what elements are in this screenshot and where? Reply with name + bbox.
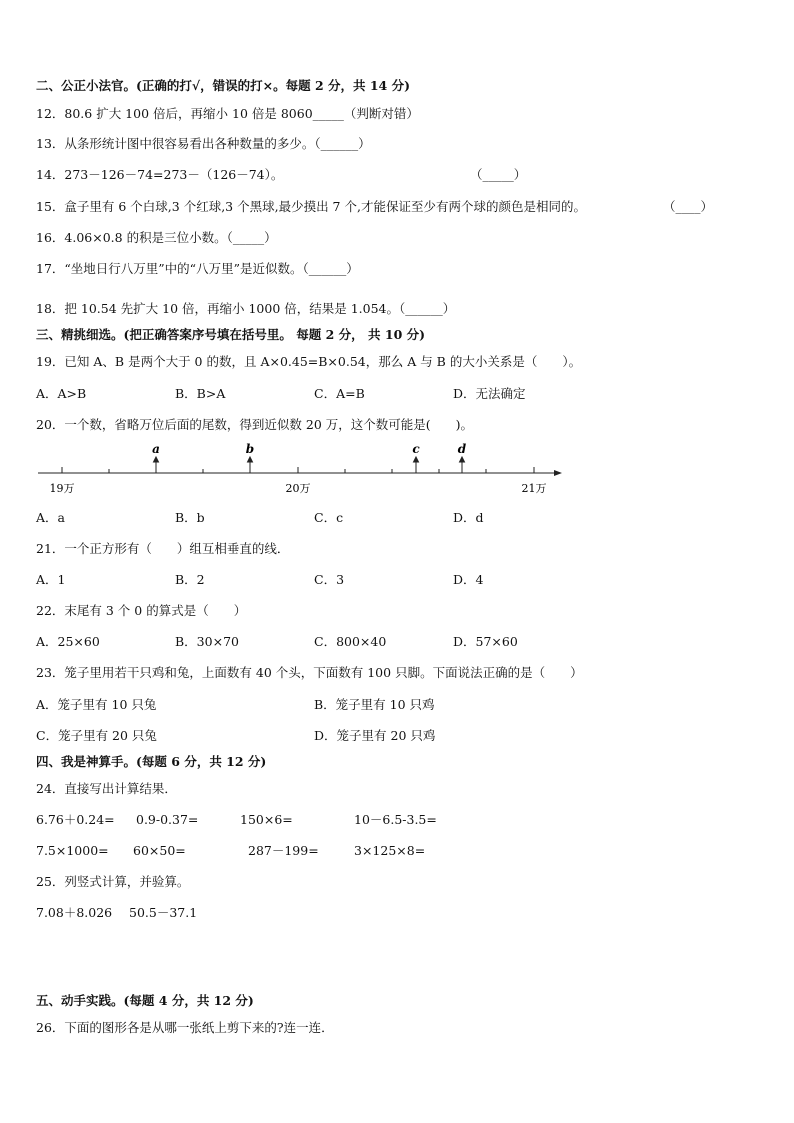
question-26: 26．下面的图形各是从哪一张纸上剪下来的?连一连． bbox=[36, 1020, 334, 1035]
q20-option-b: B．b bbox=[175, 510, 205, 525]
q22-option-b: B．30×70 bbox=[175, 634, 239, 649]
q20-option-d: D．d bbox=[453, 510, 484, 525]
q22-option-d: D．57×60 bbox=[453, 634, 518, 649]
question-12: 12．80.6 扩大 100 倍后，再缩小 10 倍是 8060_____（判断对错） bbox=[36, 106, 419, 121]
section-4-heading: 四、我是神算手。(每题 6 分，共 12 分) bbox=[36, 754, 267, 769]
q22-option-c: C．800×40 bbox=[314, 634, 387, 649]
q19-option-a: A．A>B bbox=[36, 386, 87, 401]
point-b-arrowhead bbox=[248, 457, 253, 462]
point-b-label: b bbox=[245, 442, 255, 456]
calc-item: 10－6.5-3.5= bbox=[354, 812, 437, 827]
q21-option-d: D．4 bbox=[453, 572, 484, 587]
point-a-arrowhead bbox=[154, 457, 159, 462]
q21-option-b: B．2 bbox=[175, 572, 205, 587]
q23-option-d: D．笼子里有 20 只鸡 bbox=[314, 728, 436, 743]
question-22: 22．末尾有 3 个 0 的算式是（ ） bbox=[36, 603, 247, 618]
q19-option-c: C．A=B bbox=[314, 386, 365, 401]
q19-option-d: D．无法确定 bbox=[453, 386, 526, 401]
q21-option-c: C．3 bbox=[314, 572, 345, 587]
question-15-blank: （____） bbox=[663, 199, 714, 214]
calc-item: 50.5－37.1 bbox=[129, 905, 198, 920]
section-2-heading: 二、公正小法官。(正确的打√，错误的打×。每题 2 分，共 14 分) bbox=[36, 78, 411, 93]
section-3-heading: 三、精挑细选。(把正确答案序号填在括号里。 每题 2 分， 共 10 分) bbox=[36, 327, 426, 342]
q22-option-a: A．25×60 bbox=[36, 634, 100, 649]
question-20: 20．一个数，省略万位后面的尾数，得到近似数 20 万，这个数可能是( )。 bbox=[36, 417, 474, 432]
question-18: 18．把 10.54 先扩大 10 倍，再缩小 1000 倍，结果是 1.054。（______） bbox=[36, 301, 456, 316]
calc-item: 287－199= bbox=[248, 843, 319, 858]
number-line bbox=[36, 440, 568, 496]
number-line-arrowhead bbox=[554, 470, 562, 476]
question-16: 16．4.06×0.8 的积是三位小数。（_____） bbox=[36, 230, 277, 245]
calc-item: 7.5×1000= bbox=[36, 843, 109, 858]
point-d-label: d bbox=[457, 442, 467, 456]
tick-label-21wan: 21万 bbox=[521, 482, 547, 495]
question-25: 25．列竖式计算，并验算。 bbox=[36, 874, 190, 889]
q23-option-c: C．笼子里有 20 只兔 bbox=[36, 728, 157, 743]
question-23: 23．笼子里用若干只鸡和兔，上面数有 40 个头，下面数有 100 只脚。下面说法正确的是（ ） bbox=[36, 665, 583, 680]
question-14: 14．273－126－74=273－（126－74）。 bbox=[36, 167, 284, 182]
tick-label-19wan: 19万 bbox=[49, 482, 75, 495]
q21-option-a: A．1 bbox=[36, 572, 66, 587]
calc-item: 150×6= bbox=[240, 812, 293, 827]
calc-item: 7.08＋8.026 bbox=[36, 905, 113, 920]
q20-option-a: A．a bbox=[36, 510, 65, 525]
point-a-label: a bbox=[152, 442, 160, 456]
q23-option-a: A．笼子里有 10 只兔 bbox=[36, 697, 157, 712]
point-c-label: c bbox=[412, 442, 420, 456]
section-5-heading: 五、动手实践。(每题 4 分，共 12 分) bbox=[36, 993, 254, 1008]
question-21: 21．一个正方形有（ ）组互相垂直的线． bbox=[36, 541, 290, 556]
question-15: 15．盒子里有 6 个白球,3 个红球,3 个黑球,最少摸出 7 个,才能保证至少有两个球的颜色是相同的。 bbox=[36, 199, 586, 214]
calc-item: 6.76＋0.24= bbox=[36, 812, 115, 827]
number-line-figure bbox=[36, 440, 568, 496]
question-14-blank: （_____） bbox=[470, 167, 527, 182]
calc-item: 3×125×8= bbox=[354, 843, 426, 858]
q23-option-b: B．笼子里有 10 只鸡 bbox=[314, 697, 435, 712]
calc-item: 60×50= bbox=[133, 843, 186, 858]
question-13: 13．从条形统计图中很容易看出各种数量的多少。（______） bbox=[36, 136, 371, 151]
question-24: 24．直接写出计算结果． bbox=[36, 781, 177, 796]
calc-item: 0.9-0.37= bbox=[136, 812, 199, 827]
question-17: 17．“坐地日行八万里”中的“八万里”是近似数。（______） bbox=[36, 261, 359, 276]
point-c-arrowhead bbox=[414, 457, 419, 462]
point-d-arrowhead bbox=[460, 457, 465, 462]
q19-option-b: B．B>A bbox=[175, 386, 226, 401]
tick-label-20wan: 20万 bbox=[285, 482, 311, 495]
q20-option-c: C．c bbox=[314, 510, 344, 525]
question-19: 19．已知 A、B 是两个大于 0 的数，且 A×0.45=B×0.54，那么 A 与 B 的大小关系是（ ）。 bbox=[36, 354, 582, 369]
